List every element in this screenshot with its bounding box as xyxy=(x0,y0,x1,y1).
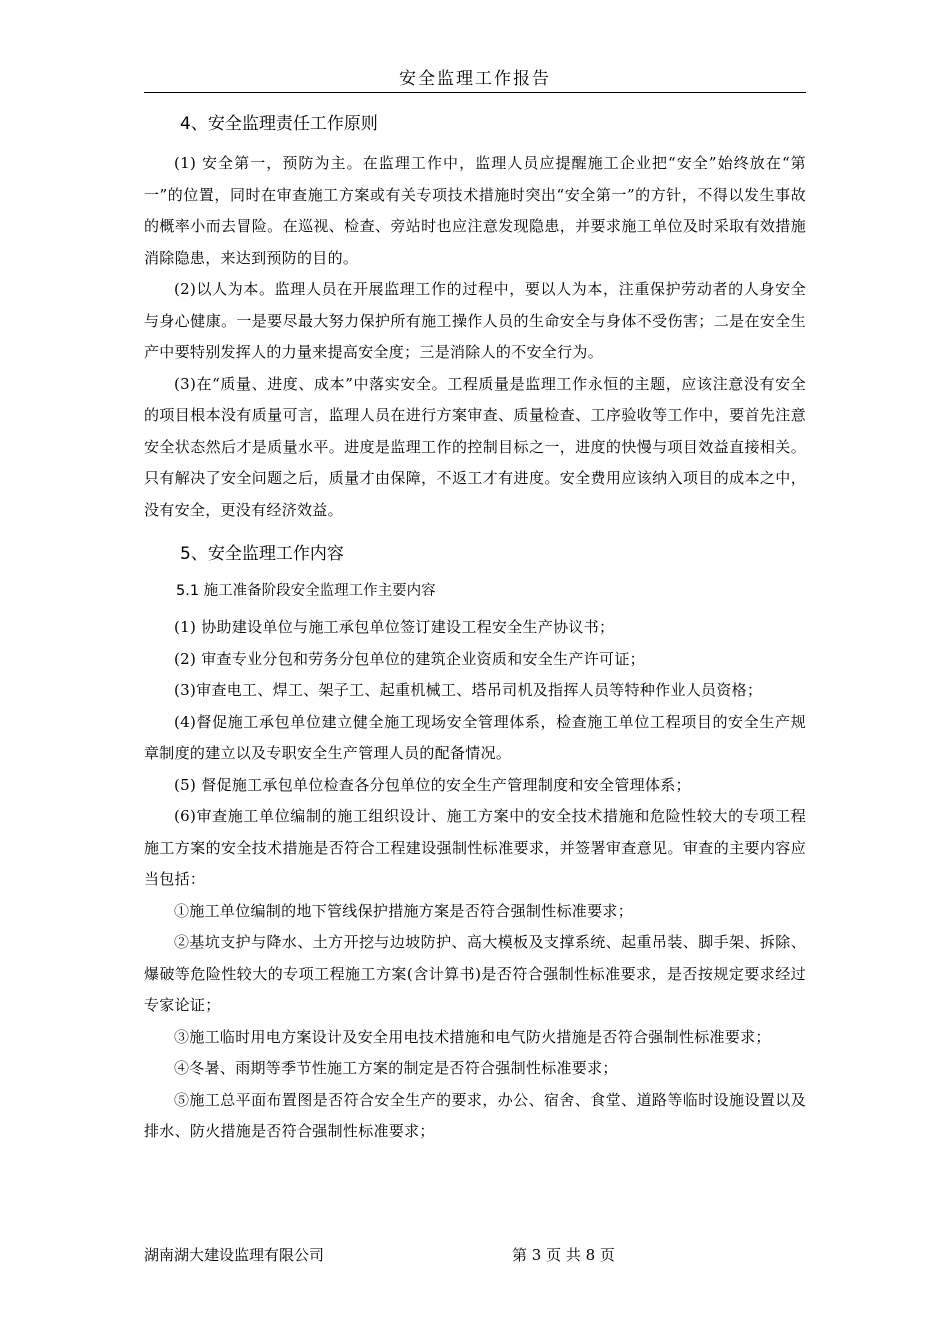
section-4-paragraph-3: (3)在“质量、进度、成本”中落实安全。工程质量是监理工作永恒的主题，应该注意没有安全的项目根本没有质量可言，监理人员在进行方案审查、质量检查、工序验收等工作中，要首先注意安全状态然后才是质量水平。进度是监理工作的控制目标之一，进度的快慢与项目效益直接相关。只有解决了安全问题之后，质量才由保障，不返工才有进度。安全费用应该纳入项目的成本之中，没有安全，更没有经济效益。 xyxy=(144,374,806,519)
section-5-subitem-4: ④冬暑、雨期等季节性施工方案的制定是否符合强制性标准要求； xyxy=(174,1059,618,1077)
section-5-item-4: (4)督促施工承包单位建立健全施工现场安全管理体系，检查施工单位工程项目的安全生产规章制度的建立以及专职安全生产管理人员的配备情况。 xyxy=(144,712,806,762)
section-5-subitem-5: ⑤施工总平面布置图是否符合安全生产的要求，办公、宿舍、食堂、道路等临时设施设置以及排水、防火措施是否符合强制性标准要求； xyxy=(144,1090,806,1140)
section-5-item-5: (5) 督促施工承包单位检查各分包单位的安全生产管理制度和安全管理体系； xyxy=(174,775,691,794)
section-5-item-6: (6)审查施工单位编制的施工组织设计、施工方案中的安全技术措施和危险性较大的专项工程施工方案的安全技术措施是否符合工程建设强制性标准要求，并签署审查意见。审查的主要内容应当包括： xyxy=(144,807,806,888)
section-5-subitem-1: ①施工单位编制的地下管线保护措施方案是否符合强制性标准要求； xyxy=(174,901,634,920)
section-4-paragraph-2: (2)以人为本。监理人员在开展监理工作的过程中，要以人为本，注重保护劳动者的人身安全与身心健康。一是要尽最大努力保护所有施工操作人员的生命安全与身体不受伤害；二是在安全生产中要特别发挥人的力量来提高安全度；三是消除人的不安全行为。 xyxy=(144,280,806,361)
section-5-item-2: (2) 审查专业分包和劳务分包单位的建筑企业资质和安全生产许可证； xyxy=(174,649,645,668)
section-5-item-1: (1) 协助建设单位与施工承包单位签订建设工程安全生产协议书； xyxy=(174,618,615,636)
section-4-heading: 4、安全监理责任工作原则 xyxy=(180,114,378,134)
section-5-subitem-2: ②基坑支护与降水、土方开挖与边坡防护、高大模板及支撑系统、起重吊装、脚手架、拆除、爆破等危险性较大的专项工程施工方案(含计算书)是否符合强制性标准要求，是否按规定要求经过专家论证； xyxy=(144,933,806,1014)
section-5-item-3: (3)审查电工、焊工、架子工、起重机械工、塔吊司机及指挥人员等特种作业人员资格； xyxy=(174,681,763,699)
section-5-heading: 5、安全监理工作内容 xyxy=(180,544,344,564)
section-5-subitem-3: ③施工临时用电方案设计及安全用电技术措施和电气防火措施是否符合强制性标准要求； xyxy=(174,1027,771,1046)
section-5-1-subheading: 5.1 施工准备阶段安全监理工作主要内容 xyxy=(176,583,436,599)
footer-page-number: 第 3 页 共 8 页 xyxy=(512,1246,615,1264)
section-4-paragraph-1: (1) 安全第一，预防为主。在监理工作中，监理人员应提醒施工企业把“安全”始终放在“第一”的位置，同时在审查施工方案或有关专项技术措施时突出“安全第一”的方针，不得以发生事故的概率小而去冒险。在巡视、检查、旁站时也应注意发现隐患，并要求施工单位及时采取有效措施消除隐患，来达到预防的目的。 xyxy=(144,154,806,267)
footer-company-name: 湖南湖大建设监理有限公司 xyxy=(144,1246,325,1264)
page-header-title: 安全监理工作报告 xyxy=(144,68,806,93)
document-body xyxy=(144,110,806,1148)
